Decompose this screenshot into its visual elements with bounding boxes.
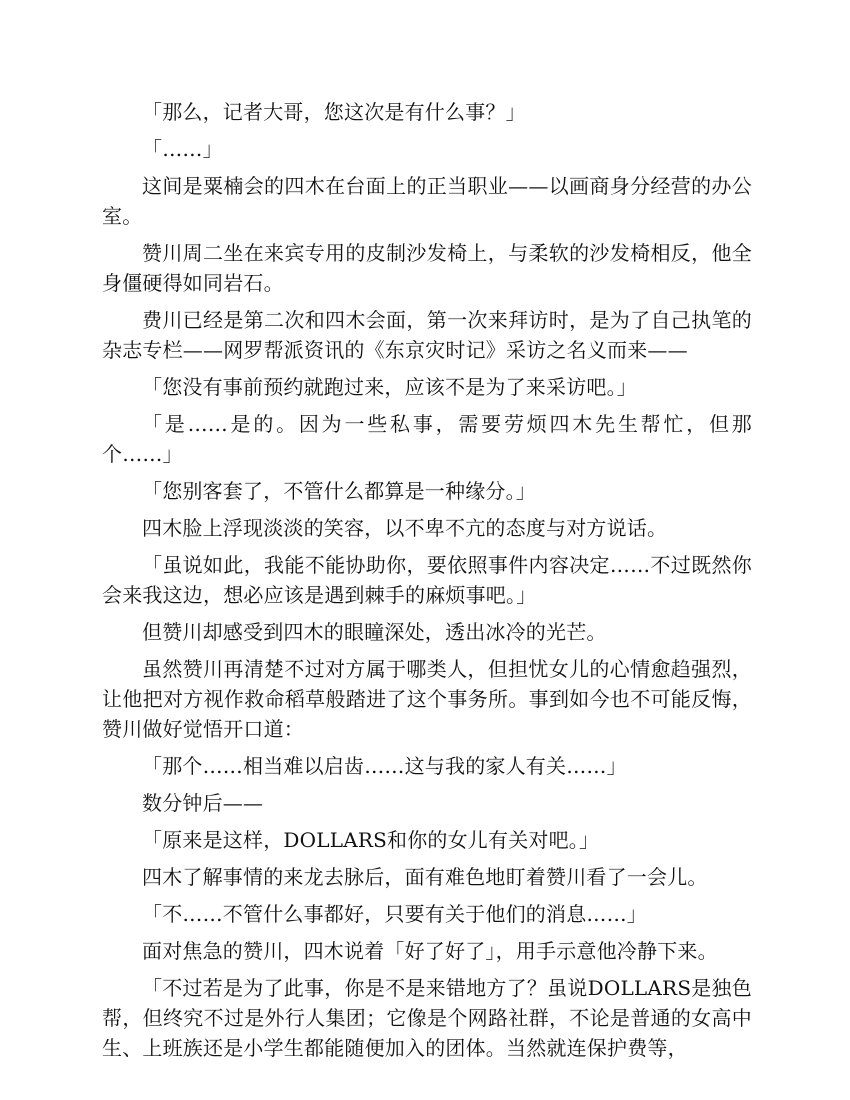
paragraph: 「虽说如此，我能不能协助你，要依照事件内容决定……不过既然你会来我这边，想必应该是遇到棘手的麻烦事吧。」 xyxy=(102,553,752,607)
paragraph: 但赞川却感受到四木的眼瞳深处，透出冰冷的光芒。 xyxy=(142,620,607,644)
paragraph: 「不过若是为了此事，你是不是来错地方了？虽说DOLLARS是独色帮，但终究不过是外行人集团；它像是个网路社群，不论是普通的女高中生、上班族还是小学生都能随便加入的团体。当然就连保护费等， xyxy=(102,976,752,1060)
paragraph: 「那个……相当难以启齿……这与我的家人有关……」 xyxy=(142,754,627,778)
paragraph: 赞川周二坐在来宾专用的皮制沙发椅上，与柔软的沙发椅相反，他全身僵硬得如同岩石。 xyxy=(102,241,752,295)
paragraph: 四木脸上浮现淡淡的笑容，以不卑不亢的态度与对方说话。 xyxy=(142,516,668,540)
paragraph: 面对焦急的赞川，四木说着「好了好了」，用手示意他冷静下来。 xyxy=(142,939,718,963)
paragraph: 「不……不管什么事都好，只要有关于他们的消息……」 xyxy=(142,902,647,926)
paragraph: 「……」 xyxy=(142,137,223,161)
paragraph: 四木了解事情的来龙去脉后，面有难色地盯着赞川看了一会儿。 xyxy=(142,865,708,889)
paragraph: 费川已经是第二次和四木会面，第一次来拜访时，是为了自己执笔的杂志专栏——网罗帮派资讯的《东京灾时记》采访之名义而来—— xyxy=(102,308,752,362)
paragraph: 「原来是这样，DOLLARS和你的女儿有关对吧。」 xyxy=(142,828,600,852)
paragraph: 「您别客套了，不管什么都算是一种缘分。」 xyxy=(142,479,536,503)
paragraph: 「是……是的。因为一些私事，需要劳烦四木先生帮忙，但那个……」 xyxy=(102,412,752,466)
paragraph: 「您没有事前预约就跑过来，应该不是为了来采访吧。」 xyxy=(142,375,637,399)
document-body xyxy=(102,97,752,1070)
paragraph: 虽然赞川再清楚不过对方属于哪类人，但担忧女儿的心情愈趋强烈，让他把对方视作救命稻草般踏进了这个事务所。事到如今也不可能反悔，赞川做好觉悟开口道： xyxy=(102,657,752,741)
paragraph: 这间是粟楠会的四木在台面上的正当职业——以画商身分经营的办公室。 xyxy=(102,174,752,228)
paragraph: 数分钟后—— xyxy=(142,791,264,815)
paragraph: 「那么，记者大哥，您这次是有什么事？」 xyxy=(142,100,526,124)
